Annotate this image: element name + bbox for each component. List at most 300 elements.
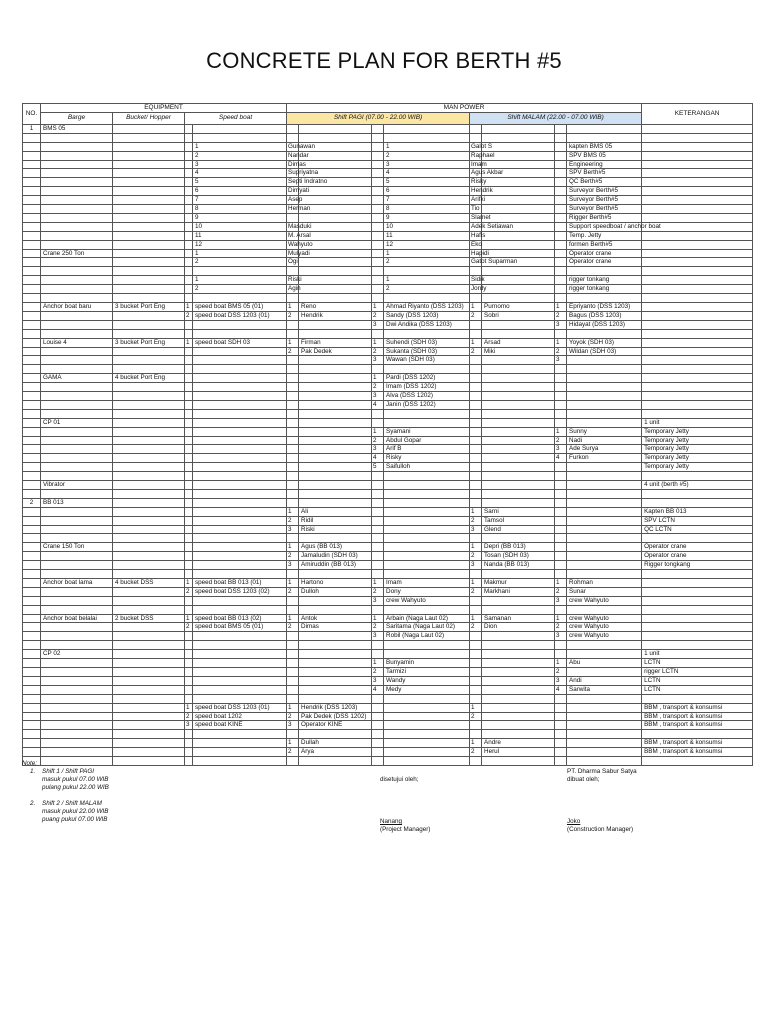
table-cell: 1 [372, 302, 384, 311]
table-cell [23, 605, 41, 614]
table-cell [287, 356, 299, 365]
table-cell [193, 418, 287, 427]
table-cell [193, 730, 287, 739]
table-cell [299, 258, 372, 267]
table-cell [470, 472, 482, 481]
table-row [23, 418, 753, 427]
table-cell: LCTN [642, 685, 753, 694]
table-cell: 1 [555, 614, 567, 623]
table-cell: Operator crane [642, 543, 753, 552]
table-cell: 1 [555, 338, 567, 347]
table-cell: Arifki [471, 196, 486, 204]
table-cell: 6 [193, 187, 287, 196]
table-cell [372, 240, 384, 249]
table-cell [113, 561, 185, 570]
table-cell [372, 641, 384, 650]
table-cell [384, 650, 470, 659]
table-cell: 4 unit (berth #5) [642, 481, 753, 490]
table-row [23, 347, 753, 356]
table-row [23, 552, 753, 561]
table-cell [41, 356, 113, 365]
table-cell [567, 329, 642, 338]
table-cell: BB 013 [41, 498, 113, 507]
table-cell [567, 748, 642, 757]
table-cell [41, 587, 113, 596]
table-cell: rigger tonkang [567, 285, 642, 294]
header-bucket: Bucket/ Hopper [113, 112, 185, 124]
table-cell [470, 329, 482, 338]
table-cell: Imam [471, 160, 487, 168]
table-row [23, 614, 753, 623]
table-cell [23, 570, 41, 579]
table-cell: Andi [567, 676, 642, 685]
table-cell: Eko [471, 240, 482, 248]
table-cell [287, 294, 299, 303]
table-cell [287, 534, 299, 543]
table-cell: rigger LCTN [642, 668, 753, 677]
table-cell [113, 730, 185, 739]
table-cell [287, 418, 299, 427]
table-cell [113, 534, 185, 543]
table-cell [372, 703, 384, 712]
table-cell [567, 721, 642, 730]
table-cell [41, 748, 113, 757]
table-cell: CP 02 [41, 650, 113, 659]
table-cell [555, 205, 567, 214]
table-cell: Surveyor Berth#5 [567, 205, 642, 214]
table-cell [287, 668, 299, 677]
table-cell: 2 [23, 498, 41, 507]
table-cell [193, 133, 287, 142]
table-cell [287, 730, 299, 739]
table-cell [193, 427, 287, 436]
table-cell [185, 160, 193, 169]
table-row [23, 712, 753, 721]
table-cell [193, 436, 287, 445]
table-cell: speed boat DSS 1203 (01) [193, 311, 287, 320]
note-2-number: 2. [30, 800, 36, 807]
table-cell [470, 418, 482, 427]
table-row [23, 534, 753, 543]
table-cell [287, 570, 299, 579]
table-cell: Medy [384, 685, 470, 694]
table-cell: Masduki [288, 222, 312, 230]
table-cell: 3 [470, 561, 482, 570]
table-cell [185, 454, 193, 463]
table-cell [372, 294, 384, 303]
table-cell [185, 196, 193, 205]
table-cell [642, 302, 753, 311]
table-cell [482, 472, 555, 481]
table-cell [287, 400, 299, 409]
table-cell [185, 561, 193, 570]
table-cell [185, 676, 193, 685]
table-cell: 3 [193, 160, 287, 169]
table-cell: Saifulloh [384, 463, 470, 472]
table-cell [287, 383, 299, 392]
table-cell [299, 187, 372, 196]
table-cell [299, 498, 372, 507]
table-cell [41, 730, 113, 739]
table-cell [193, 481, 287, 490]
table-cell [193, 294, 287, 303]
table-cell [113, 587, 185, 596]
table-cell [185, 650, 193, 659]
table-cell [193, 489, 287, 498]
table-cell: 1 [384, 249, 470, 258]
table-cell: 1 [555, 302, 567, 311]
table-cell [384, 534, 470, 543]
table-cell [23, 294, 41, 303]
table-cell [185, 525, 193, 534]
table-cell: BBM , transport & konsumsi [642, 703, 753, 712]
table-cell: Rohman [567, 578, 642, 587]
table-cell [193, 596, 287, 605]
table-cell: Risky [384, 454, 470, 463]
table-cell: 3 bucket Port Eng [113, 302, 185, 311]
table-cell: Arbain (Naga Laut 02) [384, 614, 470, 623]
table-cell [555, 489, 567, 498]
table-cell [113, 739, 185, 748]
table-row [23, 739, 753, 748]
table-cell [193, 124, 287, 133]
table-cell [113, 676, 185, 685]
table-cell [113, 552, 185, 561]
table-cell [193, 472, 287, 481]
table-cell: 5 [193, 178, 287, 187]
table-cell [23, 650, 41, 659]
table-cell [113, 205, 185, 214]
table-cell [482, 365, 555, 374]
table-cell [470, 374, 482, 383]
table-cell [193, 347, 287, 356]
table-cell [567, 374, 642, 383]
table-cell: Ali [299, 507, 372, 516]
table-cell [41, 267, 113, 276]
table-row [23, 392, 753, 401]
table-cell [482, 668, 555, 677]
table-cell [482, 498, 555, 507]
table-cell [185, 570, 193, 579]
table-cell [299, 685, 372, 694]
table-cell [567, 498, 642, 507]
table-cell: 2 [470, 748, 482, 757]
table-cell [113, 133, 185, 142]
table-cell [23, 730, 41, 739]
table-cell: Supriyatna [288, 169, 319, 177]
table-cell: 4 [384, 169, 470, 178]
table-cell [41, 534, 113, 543]
table-cell: Operator crane [567, 249, 642, 258]
table-cell [41, 320, 113, 329]
table-cell [384, 712, 470, 721]
table-cell: 3 [287, 721, 299, 730]
table-cell: 4 [555, 685, 567, 694]
table-cell [185, 418, 193, 427]
table-row [23, 365, 753, 374]
table-cell [642, 694, 753, 703]
table-cell [482, 605, 555, 614]
table-cell [185, 267, 193, 276]
table-cell [23, 205, 41, 214]
table-cell [287, 213, 299, 222]
table-cell [23, 685, 41, 694]
table-cell [113, 623, 185, 632]
table-cell [41, 757, 113, 766]
table-cell [482, 641, 555, 650]
table-cell [555, 258, 567, 267]
table-cell [113, 249, 185, 258]
table-cell [113, 222, 185, 231]
table-cell [23, 276, 41, 285]
table-cell [372, 133, 384, 142]
table-row [23, 133, 753, 142]
table-row [23, 578, 753, 587]
table-cell [23, 463, 41, 472]
table-cell [193, 356, 287, 365]
table-cell: LCTN [642, 676, 753, 685]
table-row [23, 757, 753, 766]
table-cell [23, 222, 41, 231]
table-cell: 7 [193, 196, 287, 205]
table-row [23, 561, 753, 570]
table-cell [185, 516, 193, 525]
table-cell [555, 730, 567, 739]
table-cell [41, 258, 113, 267]
table-cell [23, 249, 41, 258]
table-cell [384, 409, 470, 418]
table-cell: 2 [555, 623, 567, 632]
table-cell [193, 685, 287, 694]
table-cell [41, 694, 113, 703]
table-cell [23, 142, 41, 151]
table-cell: Crane 250 Ton [41, 249, 113, 258]
table-cell [372, 124, 384, 133]
table-cell [372, 721, 384, 730]
table-cell [567, 267, 642, 276]
table-cell [567, 730, 642, 739]
table-cell [113, 641, 185, 650]
table-cell [372, 498, 384, 507]
table-cell [642, 578, 753, 587]
table-cell [185, 552, 193, 561]
table-cell [482, 427, 555, 436]
table-cell [555, 463, 567, 472]
table-cell [470, 400, 482, 409]
table-cell [299, 418, 372, 427]
table-cell [482, 124, 555, 133]
table-row [23, 302, 753, 311]
table-cell [41, 392, 113, 401]
table-cell [384, 418, 470, 427]
table-cell [193, 534, 287, 543]
table-cell [299, 454, 372, 463]
table-cell [113, 659, 185, 668]
table-cell: 4 [555, 454, 567, 463]
table-cell [23, 320, 41, 329]
table-cell [193, 498, 287, 507]
table-cell [193, 365, 287, 374]
table-cell [185, 178, 193, 187]
table-cell: Sobri [482, 311, 555, 320]
table-row [23, 383, 753, 392]
table-cell [23, 231, 41, 240]
table-cell: 1 [193, 249, 287, 258]
table-cell: 2 [185, 623, 193, 632]
table-cell: Reno [299, 302, 372, 311]
table-cell [41, 489, 113, 498]
table-cell: 2 [555, 668, 567, 677]
table-cell: 1 [555, 578, 567, 587]
table-cell: 2 [470, 552, 482, 561]
table-cell [299, 676, 372, 685]
table-cell [372, 543, 384, 552]
table-cell: 3 [555, 596, 567, 605]
table-cell: Mulyadi [288, 249, 310, 257]
table-cell [470, 685, 482, 694]
table-cell [482, 721, 555, 730]
table-row [23, 124, 753, 133]
table-cell: 1 [372, 659, 384, 668]
table-cell: 3 [555, 320, 567, 329]
table-cell: 1 [287, 302, 299, 311]
table-cell [555, 534, 567, 543]
table-row [23, 632, 753, 641]
table-cell: Ade Surya [567, 445, 642, 454]
table-cell [299, 267, 372, 276]
table-row [23, 409, 753, 418]
table-cell [642, 374, 753, 383]
table-cell [185, 498, 193, 507]
table-row [23, 249, 753, 258]
table-cell [482, 285, 555, 294]
table-cell [185, 400, 193, 409]
table-cell [41, 739, 113, 748]
table-cell: 2 [470, 347, 482, 356]
table-cell [642, 311, 753, 320]
table-cell: Hidayat (DSS 1203) [567, 320, 642, 329]
table-cell [372, 730, 384, 739]
table-row [23, 338, 753, 347]
table-cell: 4 [372, 454, 384, 463]
table-cell [567, 525, 642, 534]
table-cell: Dion [482, 623, 555, 632]
table-cell: 11 [384, 231, 470, 240]
table-cell [113, 160, 185, 169]
table-cell [113, 178, 185, 187]
table-cell [482, 400, 555, 409]
table-cell [372, 757, 384, 766]
table-cell [23, 356, 41, 365]
table-cell [193, 409, 287, 418]
table-cell [41, 436, 113, 445]
table-cell [185, 489, 193, 498]
table-cell [372, 748, 384, 757]
table-cell [193, 605, 287, 614]
table-cell [23, 302, 41, 311]
note-1-in: masuk pukul 07.00 WIB [42, 776, 109, 783]
table-cell: 1 [555, 659, 567, 668]
table-cell [482, 570, 555, 579]
table-row [23, 730, 753, 739]
table-cell: Dwi Andika (DSS 1203) [384, 320, 470, 329]
table-cell: Anchor boat belalai [41, 614, 113, 623]
table-cell [470, 294, 482, 303]
table-cell [642, 213, 753, 222]
table-cell [41, 329, 113, 338]
table-cell [482, 249, 555, 258]
table-cell: 1 [555, 427, 567, 436]
table-cell [113, 240, 185, 249]
table-row [23, 196, 753, 205]
table-cell [642, 196, 753, 205]
table-cell [470, 124, 482, 133]
table-row [23, 668, 753, 677]
table-cell [41, 427, 113, 436]
table-row [23, 587, 753, 596]
table-cell [185, 507, 193, 516]
table-cell [193, 632, 287, 641]
signatory-1-name: Nanang [380, 818, 403, 825]
table-cell: Galot S [471, 142, 493, 150]
table-cell [299, 427, 372, 436]
table-cell [193, 543, 287, 552]
table-cell [470, 757, 482, 766]
table-cell [185, 694, 193, 703]
table-row [23, 356, 753, 365]
table-cell: 3 [555, 445, 567, 454]
table-cell: Rigger tongkang [642, 561, 753, 570]
table-cell [482, 142, 555, 151]
table-cell: 1 [287, 578, 299, 587]
table-cell [470, 632, 482, 641]
table-cell [470, 641, 482, 650]
table-row [23, 276, 753, 285]
table-row [23, 267, 753, 276]
table-cell [41, 169, 113, 178]
table-cell [113, 605, 185, 614]
table-row [23, 507, 753, 516]
table-cell [642, 614, 753, 623]
table-cell [23, 187, 41, 196]
table-cell: Wildan (SDH 03) [567, 347, 642, 356]
table-cell [555, 703, 567, 712]
table-cell [23, 552, 41, 561]
table-cell [193, 552, 287, 561]
table-cell [642, 231, 753, 240]
table-cell [555, 418, 567, 427]
table-cell [470, 570, 482, 579]
table-cell [470, 427, 482, 436]
table-cell [113, 650, 185, 659]
header-shift-pagi: Shift PAGI (07.00 - 22.00 WIB) [287, 112, 470, 124]
table-cell [482, 409, 555, 418]
table-cell: 1 [470, 543, 482, 552]
table-cell [555, 641, 567, 650]
table-cell [482, 213, 555, 222]
table-cell [299, 276, 372, 285]
table-cell [23, 436, 41, 445]
table-cell: Temporary Jetty [642, 427, 753, 436]
table-cell [23, 169, 41, 178]
table-cell: 3 [372, 676, 384, 685]
table-cell [372, 222, 384, 231]
table-cell [555, 133, 567, 142]
table-cell [113, 481, 185, 490]
header-speed-boat: Speed boat [185, 112, 287, 124]
table-cell: 2 [287, 552, 299, 561]
table-row [23, 311, 753, 320]
